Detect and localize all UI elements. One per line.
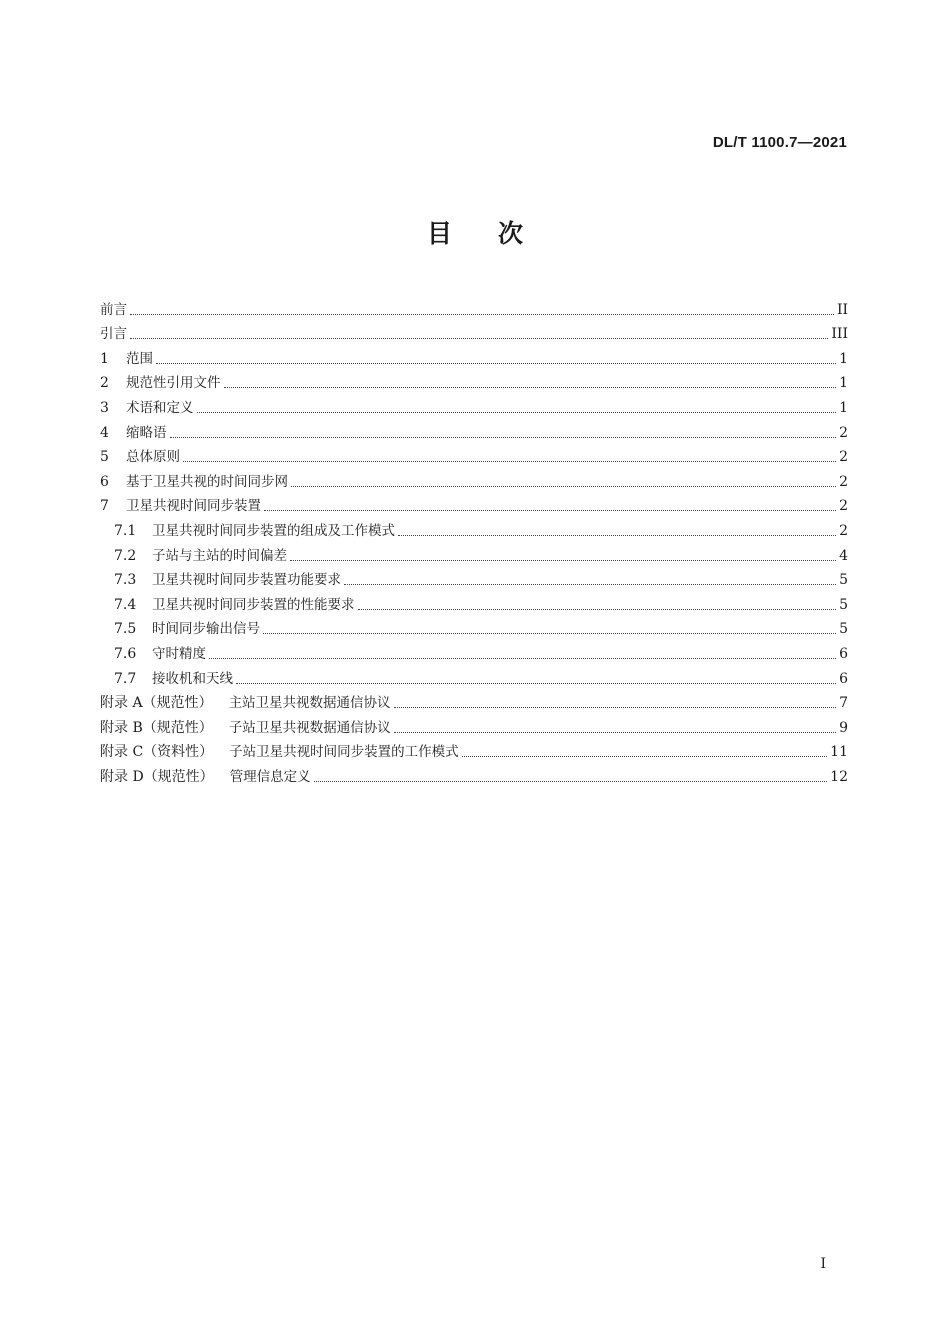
toc-entry-page: 7 — [839, 695, 848, 712]
toc-entry-label: 子站卫星共视时间同步装置的工作模式 — [229, 744, 459, 761]
toc-entry-page: II — [836, 301, 848, 318]
toc-entry-number: 2 — [100, 375, 109, 392]
toc-dot-leader — [264, 510, 836, 511]
toc-entry[interactable] — [100, 392, 848, 417]
toc-entry-label: 子站与主站的时间偏差 — [152, 547, 287, 564]
toc-entry[interactable] — [100, 737, 848, 762]
toc-dot-leader — [236, 683, 836, 684]
toc-entry-label: 接收机和天线 — [152, 670, 233, 687]
toc-entry-number: 7.5 — [114, 621, 137, 638]
toc-entry[interactable] — [100, 515, 848, 540]
toc-entry[interactable] — [100, 663, 848, 688]
toc-entry[interactable] — [100, 294, 848, 319]
toc-dot-leader — [394, 732, 836, 733]
toc-dot-leader — [130, 338, 828, 339]
table-of-contents — [100, 294, 848, 786]
toc-dot-leader — [394, 707, 837, 708]
toc-entry-page: 4 — [839, 547, 848, 564]
toc-entry-number: 7.2 — [114, 547, 137, 564]
toc-entry-page: 6 — [839, 645, 848, 662]
toc-entry-number: 附录 D（规范性） — [100, 768, 214, 785]
toc-entry-page: 2 — [839, 424, 848, 441]
toc-dot-leader — [462, 756, 828, 757]
toc-entry-page: III — [831, 326, 848, 343]
toc-entry-number: 5 — [100, 449, 109, 466]
toc-dot-leader — [358, 609, 837, 610]
toc-entry-label: 前言 — [100, 301, 127, 318]
toc-title — [0, 214, 950, 250]
toc-entry[interactable] — [100, 368, 848, 393]
toc-dot-leader — [224, 387, 837, 388]
toc-entry-number: 1 — [100, 350, 109, 367]
standard-code: DL/T 1100.7—2021 — [712, 134, 847, 151]
toc-entry-page: 2 — [839, 473, 848, 490]
toc-dot-leader — [314, 781, 827, 782]
toc-entry-label: 基于卫星共视的时间同步网 — [126, 473, 288, 490]
toc-entry-page: 11 — [830, 744, 848, 761]
toc-title-part2: 次 — [498, 219, 524, 248]
toc-entry-label: 子站卫星共视数据通信协议 — [228, 719, 391, 736]
toc-entry-page: 1 — [839, 399, 848, 416]
toc-dot-leader — [291, 486, 836, 487]
toc-entry-page: 6 — [839, 670, 848, 687]
toc-dot-leader — [183, 461, 836, 462]
page-number: I — [820, 1256, 826, 1272]
toc-entry-page: 2 — [839, 449, 848, 466]
toc-entry[interactable] — [100, 565, 848, 590]
toc-dot-leader — [130, 314, 834, 315]
toc-entry-number: 3 — [100, 399, 109, 416]
toc-dot-leader — [263, 633, 836, 634]
toc-entry-page: 1 — [839, 350, 848, 367]
toc-entry-number: 7.6 — [114, 645, 137, 662]
toc-entry-label: 管理信息定义 — [229, 768, 311, 785]
toc-entry[interactable] — [100, 319, 848, 344]
toc-entry-number: 7.7 — [114, 670, 137, 687]
toc-entry-label: 范围 — [126, 350, 153, 367]
toc-entry-number: 6 — [100, 473, 109, 490]
toc-entry-page: 1 — [839, 375, 848, 392]
toc-entry-page: 5 — [839, 596, 848, 613]
toc-entry-number: 附录 A（规范性） — [100, 695, 213, 712]
toc-entry[interactable] — [100, 589, 848, 614]
toc-entry[interactable] — [100, 614, 848, 639]
toc-entry-page: 12 — [830, 768, 848, 785]
toc-dot-leader — [398, 535, 836, 536]
toc-entry-label: 卫星共视时间同步装置 — [126, 498, 261, 515]
toc-entry[interactable] — [100, 417, 848, 442]
toc-entry-number: 4 — [100, 424, 109, 441]
toc-entry-label: 引言 — [100, 326, 127, 343]
toc-entry[interactable] — [100, 761, 848, 786]
toc-entry-page: 9 — [839, 719, 848, 736]
toc-entry[interactable] — [100, 466, 848, 491]
toc-entry-label: 总体原则 — [126, 449, 180, 466]
toc-entry-label: 守时精度 — [152, 645, 206, 662]
toc-entry[interactable] — [100, 491, 848, 516]
toc-entry-label: 卫星共视时间同步装置功能要求 — [152, 572, 341, 589]
toc-entry-label: 卫星共视时间同步装置的组成及工作模式 — [152, 522, 395, 539]
toc-entry-page: 2 — [839, 498, 848, 515]
toc-dot-leader — [209, 658, 836, 659]
toc-entry-page: 5 — [839, 621, 848, 638]
toc-entry-number: 附录 B（规范性） — [100, 719, 213, 736]
toc-dot-leader — [290, 560, 836, 561]
toc-entry-label: 卫星共视时间同步装置的性能要求 — [152, 596, 355, 613]
toc-entry-label: 时间同步输出信号 — [152, 621, 260, 638]
toc-entry-label: 术语和定义 — [126, 399, 194, 416]
toc-entry[interactable] — [100, 442, 848, 467]
toc-entry-label: 缩略语 — [126, 424, 167, 441]
toc-dot-leader — [344, 584, 836, 585]
toc-entry[interactable] — [100, 540, 848, 565]
toc-entry[interactable] — [100, 638, 848, 663]
toc-entry-number: 7.3 — [114, 572, 137, 589]
toc-entry-label: 主站卫星共视数据通信协议 — [228, 695, 391, 712]
toc-dot-leader — [156, 363, 836, 364]
toc-entry[interactable] — [100, 712, 848, 737]
toc-title-part1: 目 — [426, 219, 452, 248]
toc-entry[interactable] — [100, 688, 848, 713]
toc-entry-number: 7.1 — [114, 522, 137, 539]
toc-dot-leader — [170, 437, 837, 438]
toc-entry[interactable] — [100, 343, 848, 368]
toc-entry-label: 规范性引用文件 — [126, 375, 221, 392]
toc-entry-number: 7 — [100, 498, 109, 515]
toc-entry-number: 附录 C（资料性） — [100, 744, 214, 761]
toc-entry-page: 2 — [839, 522, 848, 539]
toc-entry-page: 5 — [839, 572, 848, 589]
toc-entry-number: 7.4 — [114, 596, 137, 613]
toc-dot-leader — [197, 412, 837, 413]
